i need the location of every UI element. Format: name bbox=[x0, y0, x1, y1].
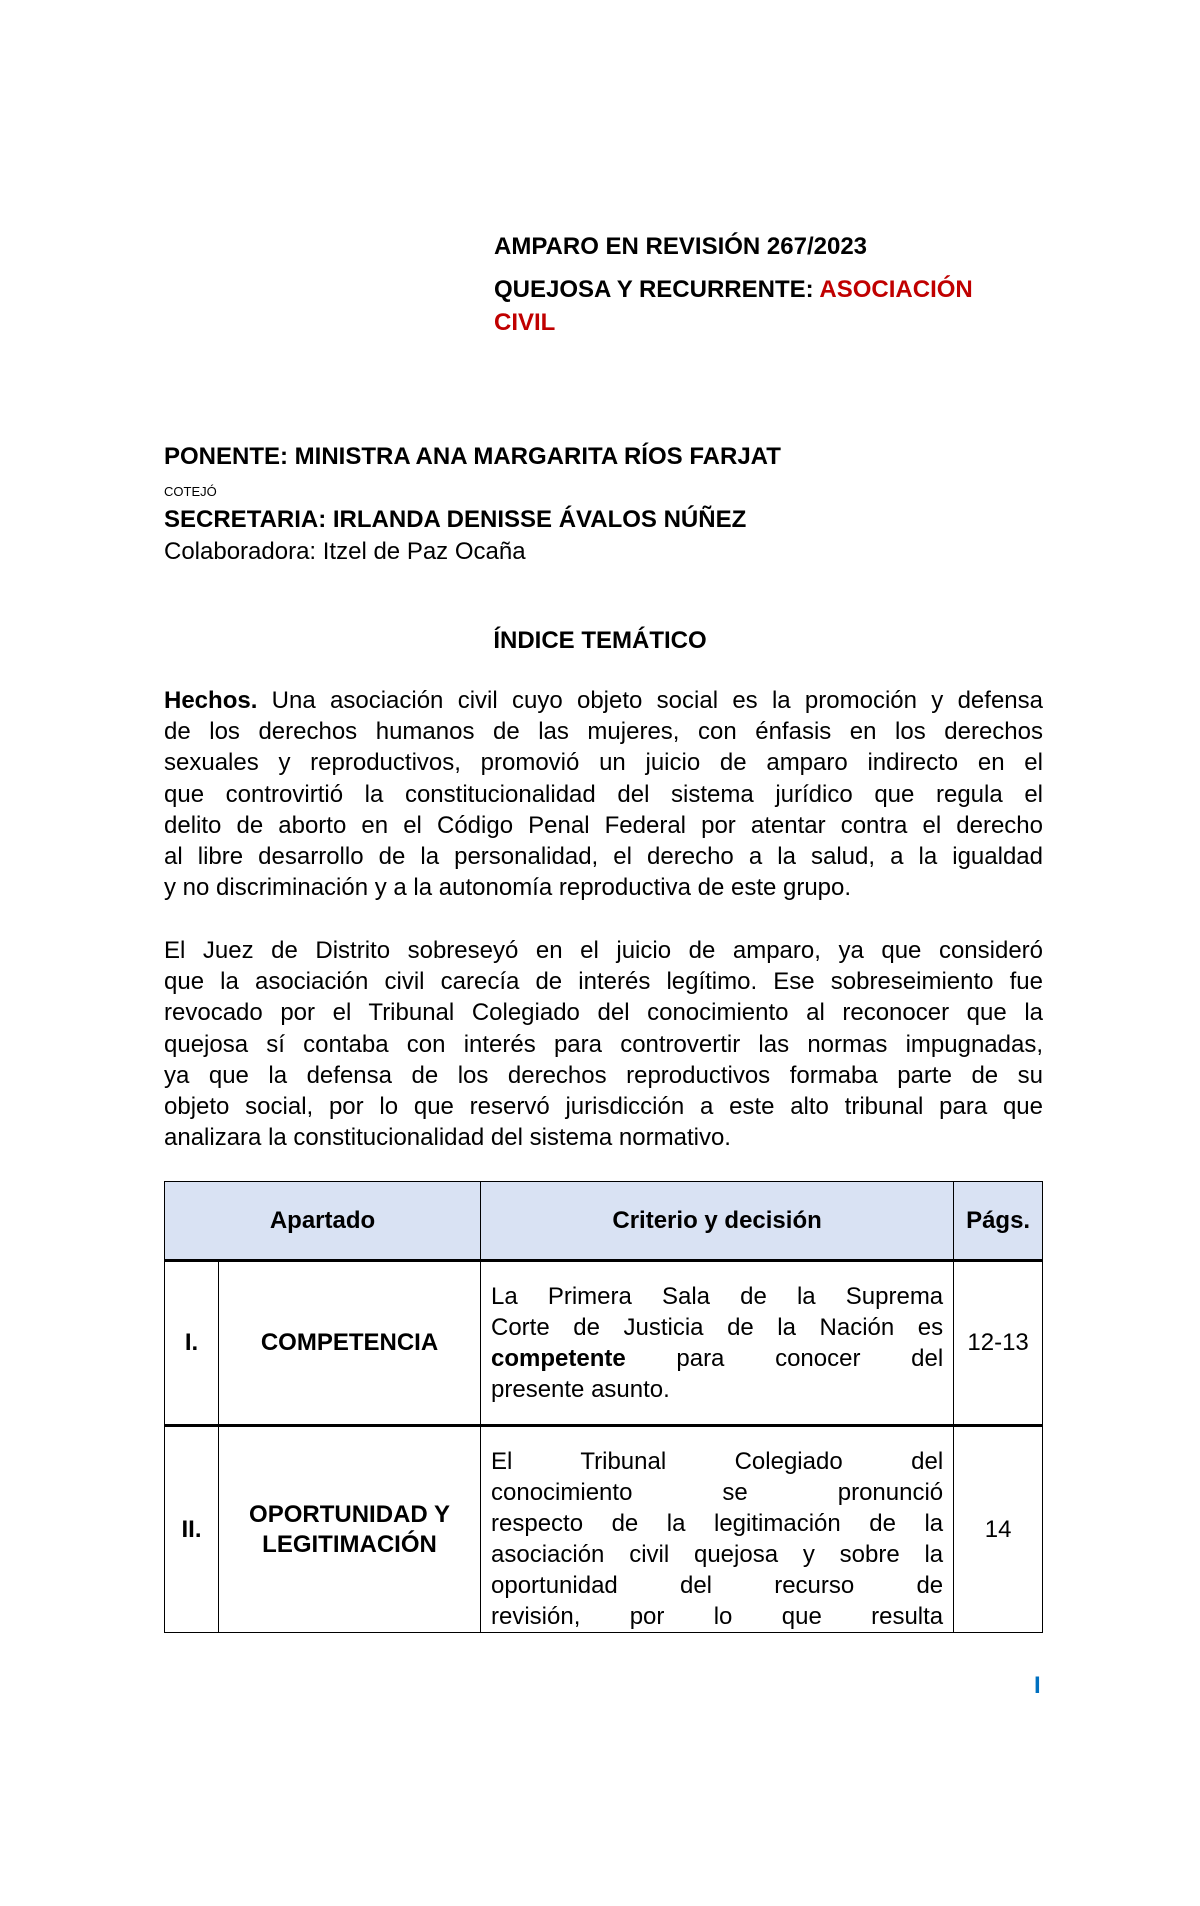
row-number: I. bbox=[165, 1261, 219, 1426]
party-name: ASOCIACIÓN bbox=[819, 276, 973, 303]
row-criteria bbox=[481, 1426, 954, 1633]
text-line: de los derechos humanos de las mujeres, con énfasis en los derechos bbox=[164, 718, 1043, 746]
row-section bbox=[219, 1426, 481, 1633]
index-title: ÍNDICE TEMÁTICO bbox=[493, 627, 707, 654]
text-line: La Primera Sala de la Suprema bbox=[491, 1283, 944, 1310]
section-line: OPORTUNIDAD Y bbox=[249, 1500, 450, 1528]
text-line: El Juez de Distrito sobreseyó en el juicio de amparo, ya que consideró bbox=[164, 937, 1043, 964]
row-section: COMPETENCIA bbox=[219, 1261, 481, 1426]
text-line: sexuales y reproductivos, promovió un juicio de amparo indirecto en el bbox=[164, 749, 1043, 777]
text-line: asociación civil quejosa y sobre la bbox=[491, 1541, 944, 1568]
text-line: Corte de Justicia de la Nación es bbox=[491, 1314, 944, 1341]
text-line: que controvirtió la constitucionalidad del sistema jurídico que regula el bbox=[164, 780, 1043, 808]
text-line: quejosa sí contaba con interés para controvertir las normas impugnadas, bbox=[164, 1030, 1043, 1058]
table-header-row bbox=[165, 1182, 1043, 1261]
text-line: Una asociación civil cuyo objeto social es la promoción y defensa bbox=[257, 687, 1043, 714]
case-number: AMPARO EN REVISIÓN 267/2023 bbox=[494, 233, 868, 260]
text-line: analizara la constitucionalidad del sistema normativo. bbox=[164, 1124, 731, 1152]
text-line: delito de aborto en el Código Penal Federal por atentar contra el derecho bbox=[164, 811, 1043, 839]
text-line: ya que la defensa de los derechos reproductivos formaba parte de su bbox=[164, 1061, 1043, 1089]
text-line: oportunidad del recurso de bbox=[491, 1572, 944, 1599]
table-row bbox=[165, 1261, 1043, 1426]
row-pages: 14 bbox=[954, 1426, 1043, 1633]
cotejo: COTEJÓ bbox=[164, 484, 217, 499]
party-label: QUEJOSA Y RECURRENTE: bbox=[494, 276, 814, 303]
text-line bbox=[491, 1343, 943, 1374]
juez-paragraph bbox=[164, 935, 1043, 1153]
text-line: objeto social, por lo que reservó jurisdicción a este alto tribunal para que bbox=[164, 1092, 1043, 1120]
hechos-label: Hechos. bbox=[164, 687, 258, 714]
text-line: que la asociación civil carecía de interés legítimo. Ese sobreseimiento fue bbox=[164, 968, 1043, 996]
text-line: El Tribunal Colegiado del bbox=[491, 1448, 944, 1475]
row-pages: 12-13 bbox=[954, 1261, 1043, 1426]
colaboradora: Colaboradora: Itzel de Paz Ocaña bbox=[164, 538, 526, 565]
party-name-cont: CIVIL bbox=[494, 309, 556, 336]
text-line: revisión, por lo que resulta bbox=[491, 1603, 944, 1630]
bold-term: competente bbox=[491, 1345, 626, 1372]
text-line: presente asunto. bbox=[491, 1376, 670, 1403]
ponente: PONENTE: MINISTRA ANA MARGARITA RÍOS FARJAT bbox=[164, 443, 781, 470]
page-number: I bbox=[1034, 1672, 1041, 1699]
index-table bbox=[164, 1181, 1043, 1633]
section-line: LEGITIMACIÓN bbox=[262, 1530, 437, 1558]
secretaria: SECRETARIA: IRLANDA DENISSE ÁVALOS NÚÑEZ bbox=[164, 506, 747, 533]
text-line: conocimiento se pronunció bbox=[491, 1479, 944, 1506]
text-line: al libre desarrollo de la personalidad, el derecho a la salud, a la igualdad bbox=[164, 842, 1043, 870]
row-criteria bbox=[481, 1261, 954, 1426]
text-fragment: para conocer del bbox=[625, 1345, 944, 1372]
header-criterio: Criterio y decisión bbox=[481, 1182, 954, 1261]
table-row bbox=[165, 1426, 1043, 1633]
party-line bbox=[494, 276, 973, 304]
header-apartado: Apartado bbox=[165, 1182, 481, 1261]
text-line: respecto de la legitimación de la bbox=[491, 1510, 944, 1537]
hechos-paragraph bbox=[164, 685, 1043, 903]
text-line: revocado por el Tribunal Colegiado del conocimiento al reconocer que la bbox=[164, 999, 1043, 1027]
header-pags: Págs. bbox=[954, 1182, 1043, 1261]
row-number: II. bbox=[165, 1426, 219, 1633]
text-line: y no discriminación y a la autonomía reproductiva de este grupo. bbox=[164, 874, 852, 902]
